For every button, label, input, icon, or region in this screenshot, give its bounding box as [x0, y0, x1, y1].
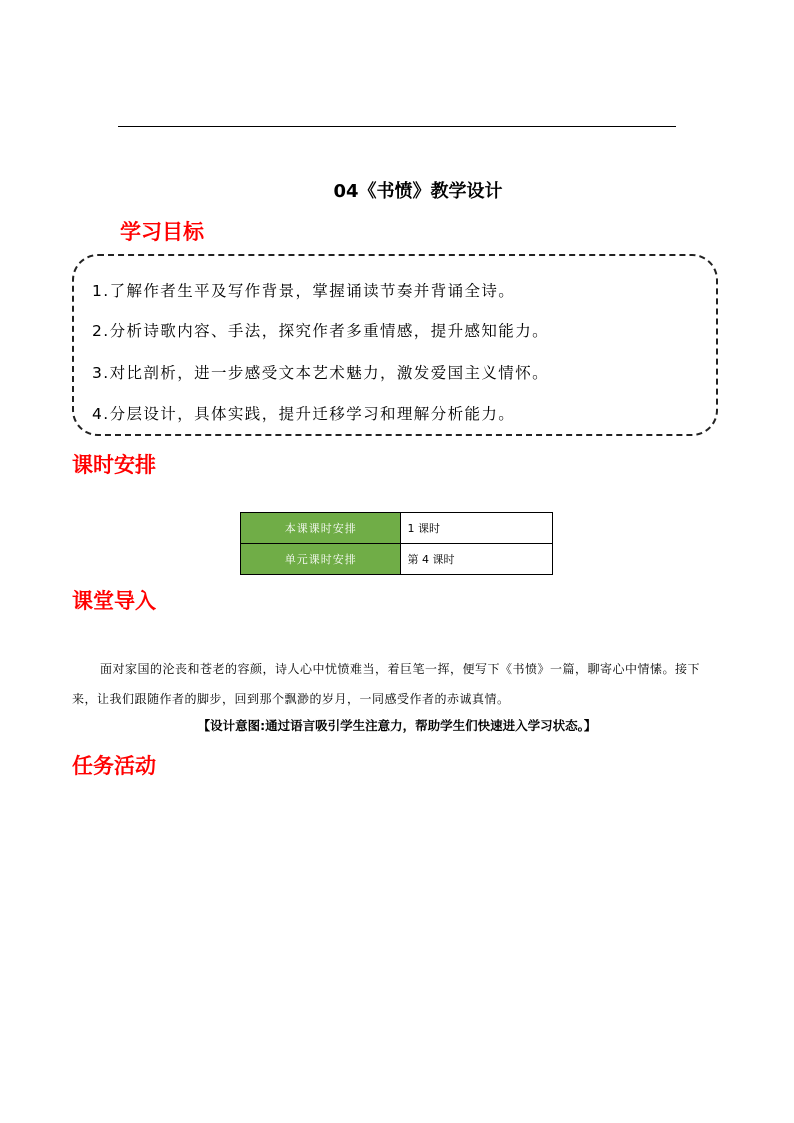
- table-row: [241, 544, 553, 575]
- schedule-label-cell: 本课课时安排: [241, 513, 401, 544]
- design-intent-note: 【设计意图:通过语言吸引学生注意力，帮助学生们快速进入学习状态。】: [197, 718, 597, 733]
- intro-heading: 课堂导入: [72, 589, 156, 613]
- schedule-value-cell: 第 4 课时: [401, 544, 553, 575]
- objective-item: 3.对比剖析，进一步感受文本艺术魅力，激发爱国主义情怀。: [92, 364, 549, 382]
- header-rule: [118, 126, 676, 127]
- objective-item: 4.分层设计，具体实践，提升迁移学习和理解分析能力。: [92, 405, 516, 423]
- schedule-table: [240, 512, 553, 575]
- schedule-heading: 课时安排: [72, 453, 156, 477]
- objective-item: 2.分析诗歌内容、手法，探究作者多重情感，提升感知能力。: [92, 322, 549, 340]
- schedule-label-cell: 单元课时安排: [241, 544, 401, 575]
- schedule-value-cell: 1 课时: [401, 513, 553, 544]
- table-row: [241, 513, 553, 544]
- tasks-heading: 任务活动: [72, 754, 156, 778]
- document-title: 04《书愤》教学设计: [333, 181, 503, 202]
- objective-item: 1.了解作者生平及写作背景，掌握诵读节奏并背诵全诗。: [92, 282, 516, 300]
- intro-paragraph: 面对家国的沦丧和苍老的容颜，诗人心中忧愤难当，着巨笔一挥，便写下《书愤》一篇，聊寄心中情愫。接下来，让我们跟随作者的脚步，回到那个飘渺的岁月，一同感受作者的赤诚真情。: [72, 662, 701, 706]
- objectives-heading: 学习目标: [120, 220, 204, 244]
